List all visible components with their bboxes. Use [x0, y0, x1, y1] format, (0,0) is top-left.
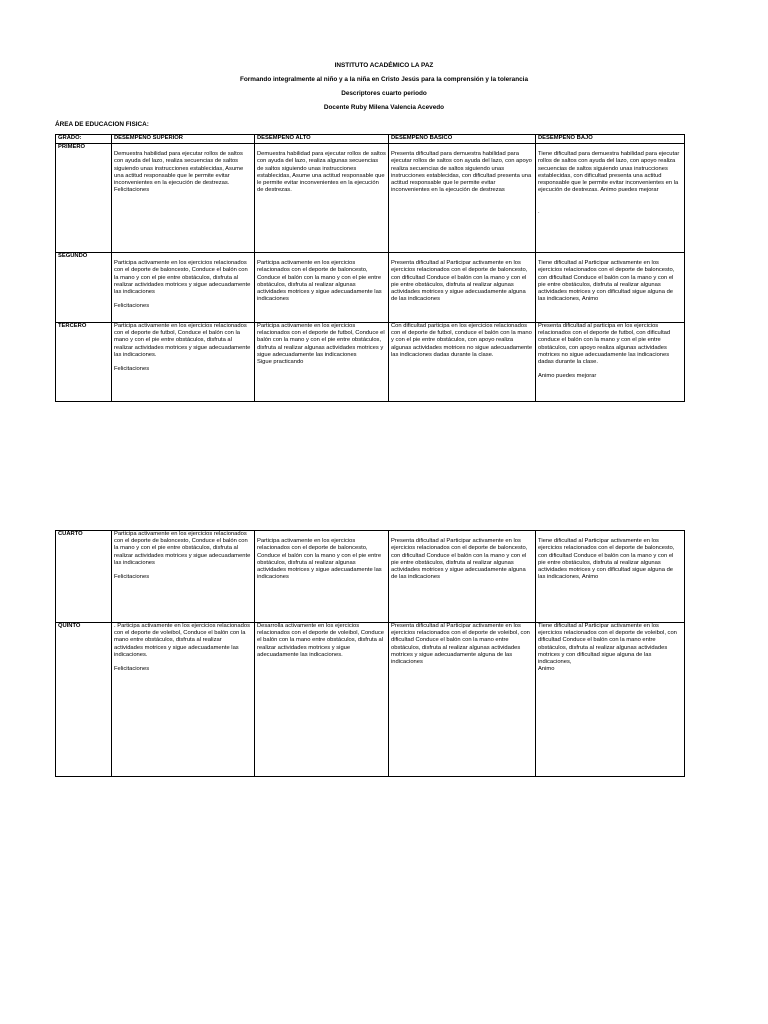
superior-cell: Participa activamente en los ejercicios relacionados con el deporte de futbol, Conduce el balón con la mano y con el pie entre obstáculos, disfruta al realizar actividades motrices y sigue adecuadamente las indicaciones. Felicitaciones [112, 323, 255, 402]
superior-cell: . Participa activamente en los ejercicios relacionados con el deporte de voleibol, Conduce el balón con la mano entre obstáculos, disfruta al realizar actividades motrices y sigue adecuadamente las indicaciones. Felicitaciones [112, 623, 255, 777]
table-row [56, 531, 685, 623]
table-row [56, 253, 685, 323]
basico-cell: Con dificultad participa en los ejercicios relacionados con el deporte de futbol, conduce el balón con la mano y con el pie entre obstáculos, con apoyo realiza algunas actividades motrices no sigue adecuadamente las indicaciones dadas durante la clase. [389, 323, 536, 402]
superior-cell: Participa activamente en los ejercicios relacionados con el deporte de baloncesto, Conduce el balón con la mano y con el pie entre obstáculos, disfruta al realizar actividades motrices y sigue adecuadamente las indicaciones Felicitaciones [112, 531, 255, 623]
bajo-cell: Tiene dificultad al Participar activamente en los ejercicios relacionados con el deporte de baloncesto, con dificultad Conduce el balón con la mano y con el pie entre obstáculos, disfruta al realizar algunas actividades motrices y con dificultad sigue alguna de las indicaciones, Animo [536, 531, 685, 623]
alto-cell: Desarrolla activamente en los ejercicios relacionados con el deporte de voleibol, Conduce el balón con la mano entre obstáculos, disfruta al realizar actividades motrices y sigue adecuadamente las indicaciones. [255, 623, 389, 777]
institution-name: INSTITUTO ACADÉMICO LA PAZ [334, 62, 434, 69]
superior-cell: Demuestra habilidad para ejecutar rollos de saltos con ayuda del lazo, realiza secuencias de saltos siguiendo unas instrucciones establecidas, Asume una actitud responsable que le permite evitar inconvenientes en la ejecución de destrezas. Felicitaciones [112, 144, 255, 253]
table-row [56, 623, 685, 777]
column-header-grade: GRADO: [56, 135, 112, 144]
bajo-cell: Tiene dificultad al Participar activamente en los ejercicios relacionados con el deporte de voleibol, con dificultad Conduce el balón con la mano entre obstáculos, disfruta al realizar algunas actividades motrices y con dificultad sigue alguna de las indicaciones, Animo [536, 623, 685, 777]
grade-cell: PRIMERO [56, 144, 112, 253]
grade-cell: CUARTO [56, 531, 112, 623]
document-header [0, 62, 768, 118]
column-header-bajo: DESEMPEÑO BAJO [536, 135, 685, 144]
superior-cell: Participa activamente en los ejercicios relacionados con el deporte de baloncesto, Conduce el balón con la mano y con el pie entre obstáculos, disfruta al realizar actividades motrices y sigue adecuadamente las indicaciones Felicitaciones [112, 253, 255, 323]
descriptors-table-1 [55, 134, 685, 402]
grade-cell: SEGUNDO [56, 253, 112, 323]
alto-cell: Demuestra habilidad para ejecutar rollos de saltos con ayuda del lazo, realiza algunas secuencias de saltos siguiendo unas instrucciones establecidas, Asume una actitud responsable que le permite evitar inconvenientes en la ejecución de destrezas. [255, 144, 389, 253]
document-subtitle: Descriptores cuarto periodo [341, 90, 427, 97]
descriptors-table-2 [55, 530, 685, 777]
grade-cell: QUINTO [56, 623, 112, 777]
bajo-cell: Tiene dificultad para demuestra habilidad para ejecutar rollos de saltos con ayuda del lazo, con apoyo realiza secuencias de saltos siguiendo unas instrucciones establecidas, con dificultad presenta una actitud responsable que le permite evitar inconvenientes en la ejecución de destrezas. Animo puedes mejorar . [536, 144, 685, 253]
basico-cell: Presenta dificultad al Participar activamente en los ejercicios relacionados con el deporte de baloncesto, con dificultad Conduce el balón con la mano y con el pie entre obstáculos, disfruta al realizar algunas actividades motrices y sigue adecuadamente alguna de las indicaciones [389, 253, 536, 323]
alto-cell: Participa activamente en los ejercicios relacionados con el deporte de baloncesto, Conduce el balón con la mano y con el pie entre obstáculos, disfruta al realizar algunas actividades motrices y sigue adecuadamente las indicaciones [255, 253, 389, 323]
bajo-cell: Presenta dificultad al participa en los ejercicios relacionados con el deporte de futbol, con dificultad conduce el balón con la mano y con el pie entre obstáculos, con apoyo realiza algunas actividades motrices no sigue adecuadamente las indicaciones dadas durante la clase. Animo puedes mejorar [536, 323, 685, 402]
alto-cell: Participa activamente en los ejercicios relacionados con el deporte de futbol, Conduce el balón con la mano y con el pie entre obstáculos, disfruta al realizar algunas actividades motrices y sigue adecuadamente las indicaciones Sigue practicando [255, 323, 389, 402]
basico-cell: Presenta dificultad al Participar activamente en los ejercicios relacionados con el deporte de baloncesto, con dificultad Conduce el balón con la mano y con el pie entre obstáculos, disfruta al realizar algunas actividades motrices y sigue adecuadamente alguna de las indicaciones [389, 531, 536, 623]
table-row [56, 323, 685, 402]
alto-cell: Participa activamente en los ejercicios relacionados con el deporte de baloncesto, Conduce el balón con la mano y con el pie entre obstáculos, disfruta al realizar algunas actividades motrices y sigue adecuadamente las indicaciones [255, 531, 389, 623]
column-header-alto: DESEMPEÑO ALTO [255, 135, 389, 144]
basico-cell: Presenta dificultad para demuestra habilidad para ejecutar rollos de saltos con ayuda del lazo, con apoyo realiza secuencias de saltos siguiendo unas instrucciones establecidas, con dificultad presenta una actitud responsable que le permite evitar inconvenientes en la ejecución de destrezas [389, 144, 536, 253]
area-label: ÁREA DE EDUCACION FISICA: [55, 121, 149, 128]
basico-cell: Presenta dificultad al Participar activamente en los ejercicios relacionados con el deporte de voleibol, con dificultad Conduce el balón con la mano entre obstáculos, disfruta al realizar algunas actividades motrices y sigue adecuadamente alguna de las indicaciones [389, 623, 536, 777]
motto: Formando integralmente al niño y a la niña en Cristo Jesús para la comprensión y la tolerancia [239, 76, 529, 83]
grade-cell: TERCERO [56, 323, 112, 402]
column-header-basico: DESEMPEÑO BÁSICO [389, 135, 536, 144]
bajo-cell: Tiene dificultad al Participar activamente en los ejercicios relacionados con el deporte de baloncesto, con dificultad Conduce el balón con la mano y con el pie entre obstáculos, disfruta al realizar algunas actividades motrices y con dificultad sigue alguna de las indicaciones, Animo [536, 253, 685, 323]
table-header-row [56, 135, 685, 144]
column-header-superior: DESEMPEÑO SUPERIOR [112, 135, 255, 144]
teacher-name: Docente Ruby Milena Valencia Acevedo [323, 104, 445, 111]
table-row [56, 144, 685, 253]
